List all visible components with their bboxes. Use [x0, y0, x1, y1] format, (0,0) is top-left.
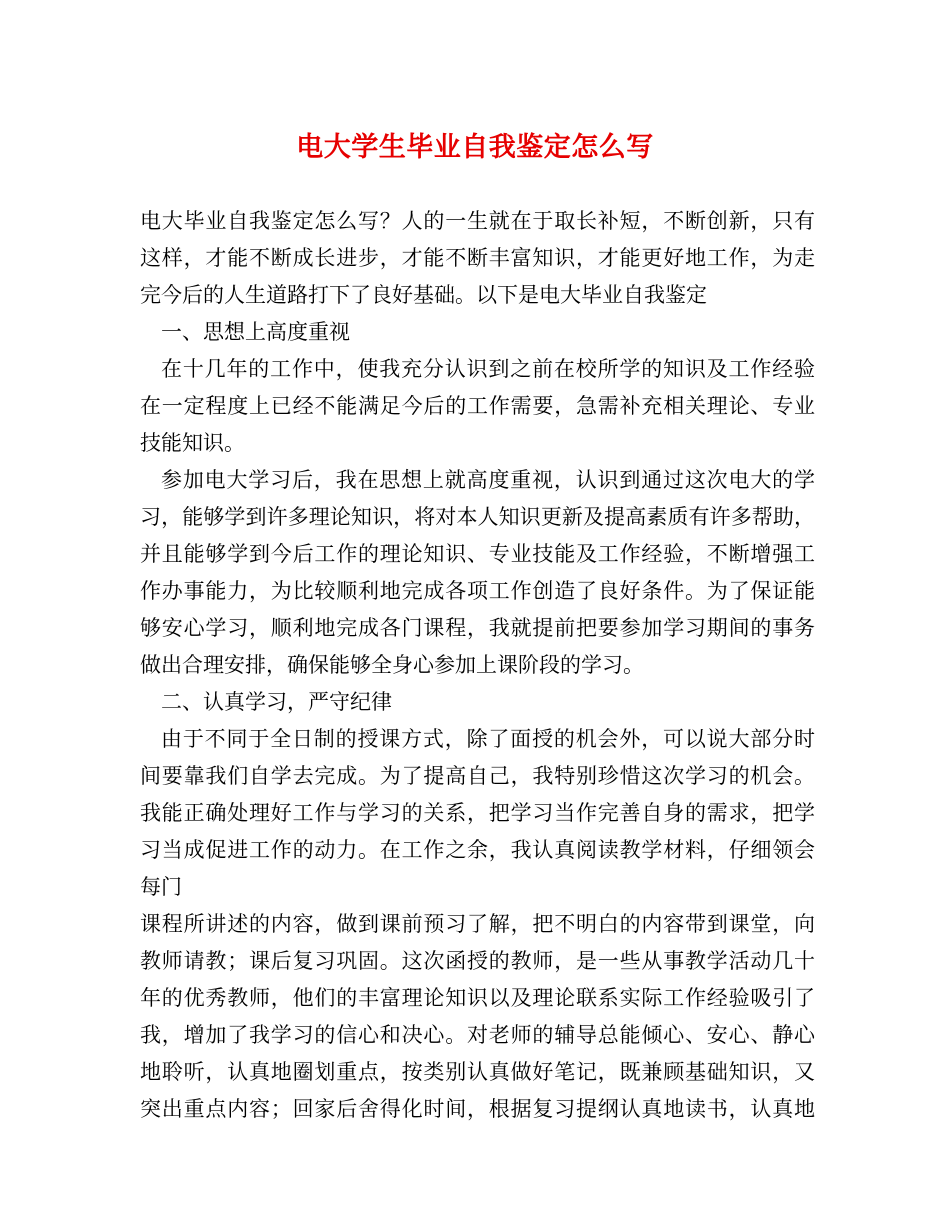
body-line: 这样，才能不断成长进步，才能不断丰富知识，才能更好地工作，为走: [140, 246, 815, 270]
section-heading: 一、思想上高度重视: [161, 320, 350, 344]
body-line: 习，能够学到许多理论知识，将对本人知识更新及提高素质有许多帮助，: [140, 505, 815, 529]
body-line: 年的优秀教师，他们的丰富理论知识以及理论联系实际工作经验吸引了: [140, 986, 815, 1010]
body-line: 在十几年的工作中，使我充分认识到之前在校所学的知识及工作经验: [161, 357, 815, 381]
document-body: [140, 203, 815, 1128]
body-line: 我，增加了我学习的信心和决心。对老师的辅导总能倾心、安心、静心: [140, 1023, 815, 1047]
body-line: 间要靠我们自学去完成。为了提高自己，我特别珍惜这次学习的机会。: [140, 764, 815, 788]
section-heading: 二、认真学习，严守纪律: [161, 690, 392, 714]
body-line: 由于不同于全日制的授课方式，除了面授的机会外，可以说大部分时: [161, 727, 815, 751]
body-line: 够安心学习，顺利地完成各门课程，我就提前把要参加学习期间的事务: [140, 616, 815, 640]
body-line: 每门: [140, 875, 182, 899]
body-line: 作办事能力，为比较顺利地完成各项工作创造了良好条件。为了保证能: [140, 579, 815, 603]
body-line: 电大毕业自我鉴定怎么写？人的一生就在于取长补短，不断创新，只有: [140, 209, 815, 233]
body-line: 地聆听，认真地圈划重点，按类别认真做好笔记，既兼顾基础知识，又: [140, 1060, 815, 1084]
body-line: 参加电大学习后，我在思想上就高度重视，认识到通过这次电大的学: [161, 468, 815, 492]
body-line: 我能正确处理好工作与学习的关系，把学习当作完善自身的需求，把学: [140, 801, 815, 825]
body-line: 并且能够学到今后工作的理论知识、专业技能及工作经验，不断增强工: [140, 542, 815, 566]
body-line: 突出重点内容；回家后舍得化时间，根据复习提纲认真地读书，认真地: [140, 1097, 815, 1121]
body-line: 做出合理安排，确保能够全身心参加上课阶段的学习。: [140, 653, 644, 677]
body-line: 技能知识。: [140, 431, 245, 455]
document-title: 电大学生毕业自我鉴定怎么写: [296, 132, 654, 163]
body-line: 习当成促进工作的动力。在工作之余，我认真阅读教学材料，仔细领会: [140, 838, 815, 862]
body-line: 教师请教；课后复习巩固。这次函授的教师，是一些从事教学活动几十: [140, 949, 815, 973]
body-line: 课程所讲述的内容，做到课前预习了解，把不明白的内容带到课堂，向: [140, 912, 815, 936]
body-line: 完今后的人生道路打下了良好基础。以下是电大毕业自我鉴定: [140, 283, 707, 307]
body-line: 在一定程度上已经不能满足今后的工作需要，急需补充相关理论、专业: [140, 394, 815, 418]
